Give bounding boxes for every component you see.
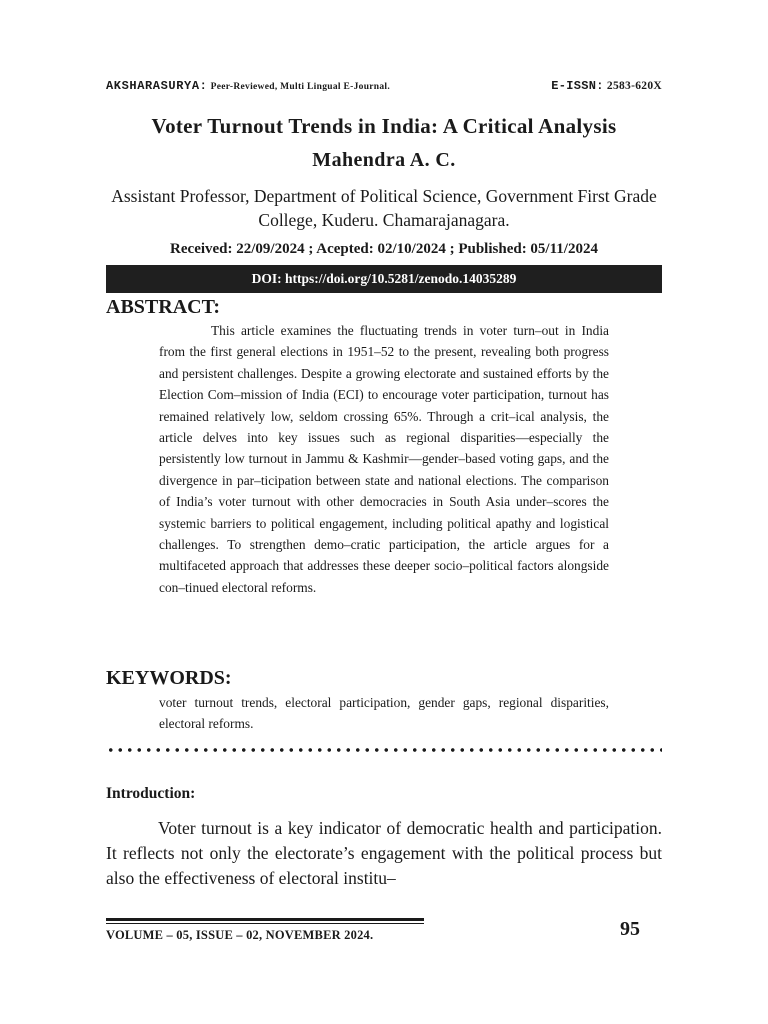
- author-affiliation: Assistant Professor, Department of Political Science, Government First Grade College, Kuderu. Chamarajanagara.: [111, 186, 657, 230]
- journal-tagline: Peer-Reviewed, Multi Lingual E-Journal.: [210, 82, 391, 92]
- keywords-heading: KEYWORDS:: [106, 667, 232, 689]
- issn-value: 2583-620X: [606, 80, 662, 92]
- running-header-issn: [551, 79, 662, 93]
- running-header-journal: [106, 79, 390, 93]
- publication-dates: Received: 22/09/2024 ; Acepted: 02/10/2024 ; Published: 05/11/2024: [170, 241, 598, 257]
- doi-link[interactable]: DOI: https://doi.org/10.5281/zenodo.14035289: [251, 271, 517, 286]
- introduction-heading: Introduction:: [106, 785, 196, 802]
- article-title: Voter Turnout Trends in India: A Critical Analysis: [151, 114, 617, 138]
- page-number: 95: [620, 918, 640, 940]
- footer-rule-thick: [106, 918, 424, 921]
- journal-name: AKSHARASURYA:: [106, 79, 208, 93]
- dotted-divider: [106, 746, 662, 754]
- footer-volume: VOLUME – 05, ISSUE – 02, NOVEMBER 2024.: [106, 928, 374, 942]
- abstract-heading: ABSTRACT:: [106, 296, 221, 318]
- author-name: Mahendra A. C.: [312, 149, 456, 171]
- footer-rule-thin: [106, 923, 424, 924]
- issn-label: E-ISSN:: [551, 79, 604, 93]
- keywords-text: voter turnout trends, electoral participation, gender gaps, regional disparities, electoral reforms.: [159, 695, 609, 732]
- abstract-text: This article examines the fluctuating trends in voter turn–out in India from the first general elections in 1951–52 to the present, revealing both progress and persistent challenges. Despite a growing electorate and sustained efforts by the Election Com–mission of India (ECI) to encourage voter participation, turnout has remained relatively low, seldom crossing 65%. Through a crit–ical analysis, the article delves into key issues such as regional disparities—especially the persistently low turnout in Jammu & Kashmir—gender–based voting gaps, and the divergence in par–ticipation between state and national elections. The comparison of India’s voter turnout with other democracies in South Asia under–scores the systemic barriers to political engagement, including political apathy and logistical challenges. To strengthen demo–cratic participation, the article argues for a multifaceted approach that addresses these deeper socio–political factors alongside con–tinued electoral reforms.: [159, 323, 609, 595]
- introduction-text: Voter turnout is a key indicator of democratic health and participation. It reflects not only the electorate’s engagement with the political process but also the effectiveness of electoral institu–: [106, 818, 662, 888]
- doi-bar: [106, 265, 662, 293]
